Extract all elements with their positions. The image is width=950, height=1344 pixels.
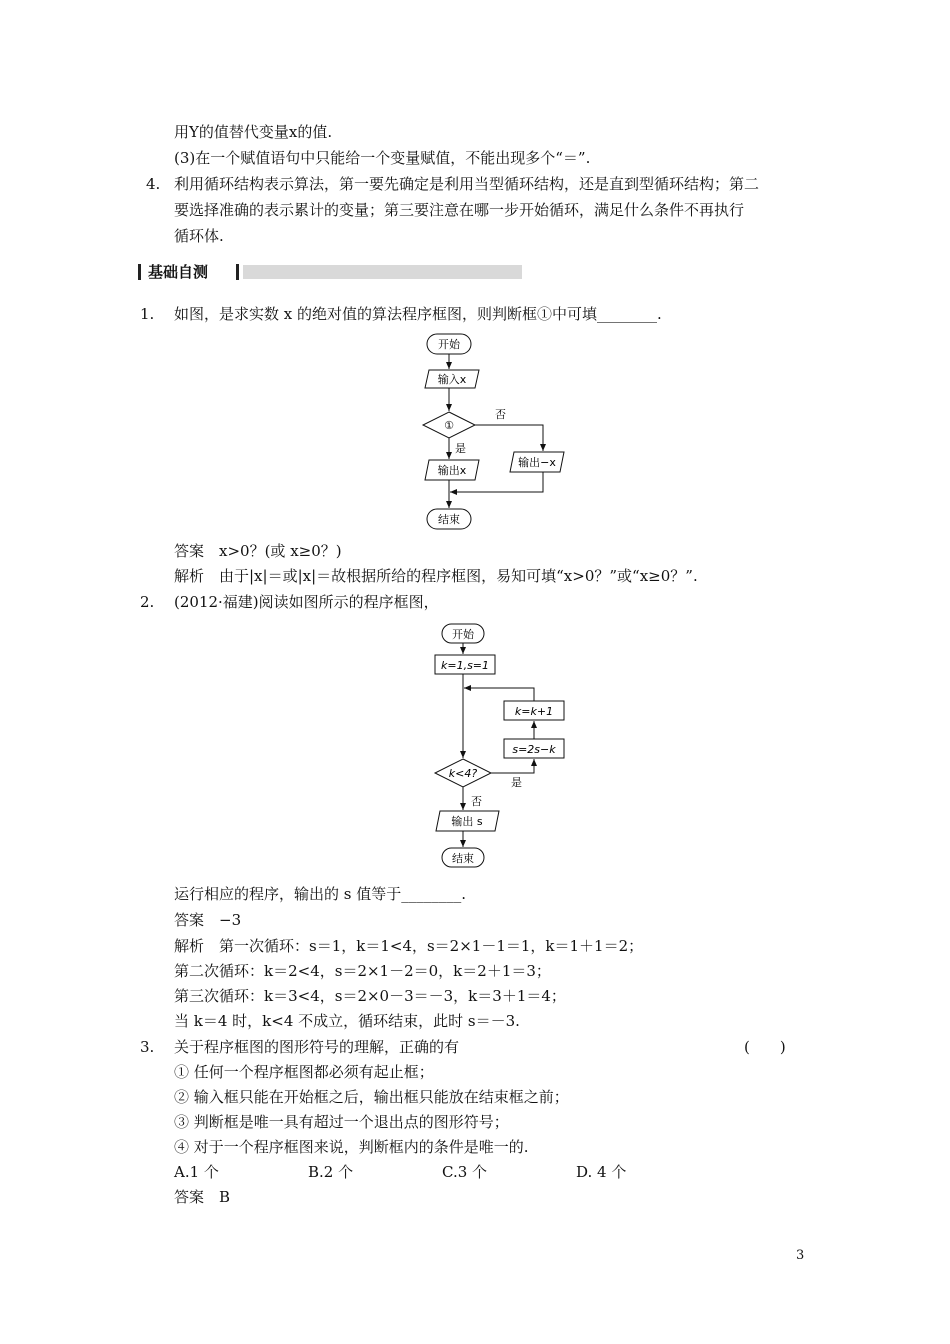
- q2-fc-end-label: 结束: [452, 852, 474, 865]
- point-4-line-1: 利用循环结构表示算法，第一要先确定是利用当型循环结构，还是直到型循环结构；第二: [174, 175, 760, 193]
- q2-analysis-1: 解析 第一次循环：s＝1，k＝1<4，s＝2×1－1＝1，k＝1＋1＝2；: [174, 937, 644, 955]
- q2-run-text: 运行相应的程序，输出的 s 值等于________.: [174, 885, 467, 903]
- q1-number: 1.: [140, 305, 155, 323]
- q1-fc-output-x-label: 输出x: [437, 464, 467, 477]
- q3-choice-d: D. 4 个: [576, 1163, 627, 1181]
- section-title: 基础自测: [148, 263, 209, 281]
- page-number: 3: [796, 1248, 805, 1263]
- q2-fc-assign-label: s=2s−k: [512, 743, 556, 756]
- q3-choice-b: B.2 个: [308, 1163, 354, 1181]
- q2-analysis-4: 当 k＝4 时，k<4 不成立，循环结束，此时 s＝－3.: [174, 1012, 520, 1030]
- point-4-number: 4.: [146, 175, 161, 193]
- point-4-line-3: 循环体.: [174, 227, 224, 245]
- q1-fc-yes-label: 是: [455, 442, 466, 455]
- intro-line-1: 用Y的值替代变量x的值.: [174, 123, 333, 141]
- q1-fc-no-label: 否: [495, 408, 506, 421]
- q2-fc-init-label: k=1,s=1: [440, 659, 490, 672]
- q1-fc-start-label: 开始: [438, 338, 460, 351]
- q1-analysis: 解析 由于|x|＝或|x|＝故根据所给的程序框图，易知可填“x>0？”或“x≥0？”.: [174, 567, 698, 585]
- q3-choice-a: A.1 个: [174, 1163, 219, 1181]
- section-header: [138, 263, 522, 281]
- q2-arrow-loop-back: [464, 688, 534, 701]
- q1-text: 如图，是求实数 x 的绝对值的算法程序框图，则判断框①中可填________.: [174, 305, 662, 323]
- section-header-shade: [243, 265, 522, 279]
- q3-text: 关于程序框图的图形符号的理解，正确的有: [174, 1038, 460, 1056]
- q2-fc-output-label: 输出 s: [451, 815, 483, 828]
- q3-answer-paren: ( ): [744, 1038, 786, 1056]
- q2-arrow-yes: [491, 759, 534, 773]
- q2-answer: 答案 −3: [174, 911, 242, 929]
- q2-fc-yes-label: 是: [511, 776, 522, 789]
- q2-text: (2012·福建)阅读如图所示的程序框图，: [174, 593, 439, 611]
- q1-fc-end-label: 结束: [438, 513, 460, 526]
- q2-number: 2.: [140, 593, 155, 611]
- q2-fc-cond-label: k<4?: [448, 767, 478, 780]
- q3-number: 3.: [140, 1038, 155, 1056]
- q2-fc-no-label: 否: [471, 795, 482, 808]
- q1-arrow-no: [475, 425, 543, 451]
- q3-answer: 答案 B: [174, 1188, 231, 1206]
- section-header-right-bar: [236, 264, 239, 280]
- q2-fc-inc-label: k=k+1: [514, 705, 554, 718]
- q3-option-3: ③ 判断框是唯一具有超过一个退出点的图形符号；: [174, 1113, 509, 1131]
- q3-option-4: ④ 对于一个程序框图来说，判断框内的条件是唯一的.: [174, 1138, 529, 1156]
- q3-option-2: ② 输入框只能在开始框之后，输出框只能放在结束框之前；: [174, 1088, 569, 1106]
- q1-flowchart: [410, 328, 580, 534]
- q1-fc-output-negx-label: 输出−x: [518, 456, 556, 469]
- q1-fc-cond-label: ①: [444, 419, 454, 432]
- q1-fc-input-label: 输入x: [437, 373, 467, 386]
- intro-line-2: (3)在一个赋值语句中只能给一个变量赋值，不能出现多个“＝”.: [174, 149, 591, 167]
- section-header-left-bar: [138, 264, 141, 280]
- q2-flowchart: [425, 618, 575, 870]
- q2-fc-start-label: 开始: [452, 628, 474, 641]
- q2-analysis-2: 第二次循环：k＝2<4，s＝2×1－2＝0，k＝2＋1＝3；: [174, 962, 551, 980]
- q1-answer: 答案 x>0？(或 x≥0？): [174, 542, 342, 560]
- q2-analysis-3: 第三次循环：k＝3<4，s＝2×0－3＝－3，k＝3＋1＝4；: [174, 987, 566, 1005]
- q3-option-1: ① 任何一个程序框图都必须有起止框；: [174, 1063, 434, 1081]
- point-4-line-2: 要选择准确的表示累计的变量；第三要注意在哪一步开始循环，满足什么条件不再执行: [174, 201, 745, 219]
- q3-choice-c: C.3 个: [442, 1163, 488, 1181]
